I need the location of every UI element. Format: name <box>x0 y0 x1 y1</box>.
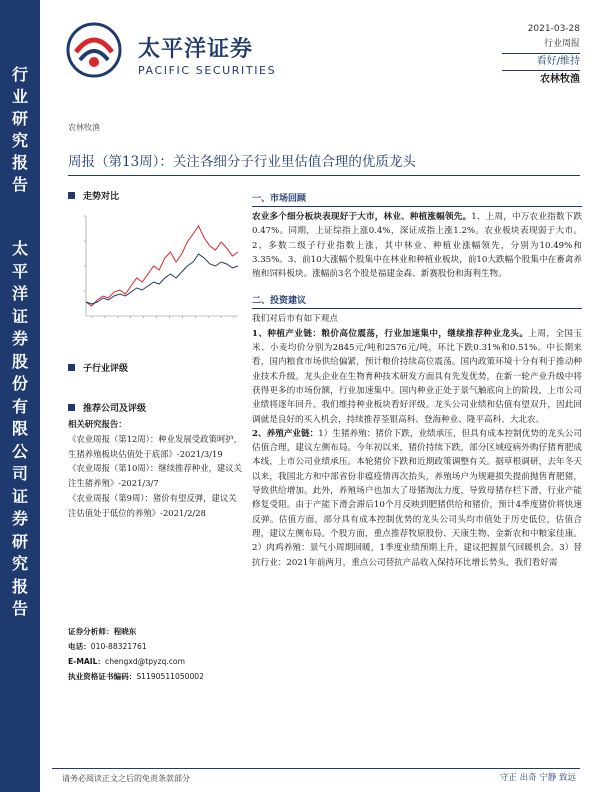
footer-motto: 守正 出奇 宁静 致远 <box>499 773 576 783</box>
investment-point-breeding <box>252 427 582 570</box>
related-report-item: 《农业周报（第10周）：继续推荐种业，建议关注生猪养殖》-2021/3/7 <box>68 463 242 489</box>
license-value: S1190511050002 <box>136 672 204 681</box>
company-logo <box>66 18 277 88</box>
section-divider <box>252 206 582 207</box>
report-type: 行业周报 <box>543 39 580 49</box>
market-review-body: 1、上周，中万农业指数下跌0.47%。同期，上证综指上涨0.4%，深证成指上涨1.2%。农业板块表现弱于大市。2、多数二级子行业指数上涨，其中林业、种植业涨幅领先，分别为10.49%和3.35%。3、前10大涨幅个股集中在林业和种植业板块，前10大跌幅个股集中在畜禽养殖和饲料板块。涨幅前3名个股是福建金森、新赛股份和海利生物。 <box>252 212 582 280</box>
sub-rating-heading: 子行业评级 <box>68 360 128 374</box>
investment-intro: 我们对后市有如下观点 <box>252 314 338 325</box>
market-review-text <box>252 210 582 281</box>
left-column <box>68 188 244 681</box>
phone-value: 010-88321761 <box>90 642 147 651</box>
market-review-lead: 农业多个细分板块表现好于大市，林业、种植涨幅领先。 <box>252 212 472 222</box>
breeding-lead: 2、养殖产业链： <box>252 428 319 439</box>
side-label-company-report: 太平洋证券股份有限公司证券研究报告 <box>11 239 28 618</box>
title-divider <box>68 175 580 176</box>
industry-name: 农林牧渔 <box>540 74 580 85</box>
square-bullet-icon <box>68 364 75 371</box>
logo-mark-icon <box>66 22 122 78</box>
chart-series-line <box>86 254 238 304</box>
trend-heading: 走势对比 <box>68 188 244 202</box>
footer-disclaimer: 请务必阅读正文之后的免责条款部分 <box>62 774 190 783</box>
page-title: 周报（第13周）：关注各细分子行业里估值合理的优质龙头 <box>68 154 416 170</box>
section-market-review-heading: 一、市场回顾 <box>252 194 307 204</box>
section-investment-heading: 二、投资建议 <box>252 296 307 307</box>
planting-lead: 1、种植产业链：粮价高位震荡，行业加速集中，继续推荐种业龙头。 <box>252 328 529 339</box>
email-value[interactable]: chengxd@tpyzq.com <box>105 657 185 666</box>
investment-point-planting <box>252 327 582 427</box>
related-title: 相关研究报告： <box>68 419 127 429</box>
report-date: 2021-03-28 <box>527 24 580 34</box>
square-bullet-icon <box>68 404 75 411</box>
report-meta <box>502 22 580 89</box>
section-divider <box>252 308 582 309</box>
trend-chart <box>68 208 244 338</box>
recommend-heading: 推荐公司及评级 <box>68 400 146 414</box>
logo-name-cn: 太平洋证券 <box>138 37 254 62</box>
planting-body: 上周，全国玉米、小麦均价分别为2845元/吨和2576元/吨，环比下跌0.31%和0.51%。中长期来看，国内粮食市场供给偏紧，预计粮价持续高位震荡。国内政策环境十分有利于推动种业技术升级。龙头企业在生物育种技术研发方面具有先发优势，在新一轮产业升级中将获得更多的市场份额，行业加速集中。国内种业正处于景气触底向上的阶段，上市公司业绩将逐年回升。我们维持种业板块看好评级。龙头公司业绩和估值有望双升，因此回调就是良好的买入机会，持续推荐荃银高科、登海种业、隆平高科、大北农。 <box>252 328 582 425</box>
analyst-name: 程晓东 <box>113 627 137 636</box>
side-label-industry-report: 行业研究报告 <box>11 65 28 194</box>
email-label: E-MAIL： <box>68 657 106 666</box>
square-bullet-icon <box>68 192 75 199</box>
industry-rating: 看好/维持 <box>502 53 580 71</box>
related-reports <box>68 417 244 521</box>
license-label: 执业资格证书编码： <box>68 672 137 681</box>
analyst-contact <box>68 624 244 684</box>
related-report-item: 《农业周报（第9周）：猪价有望反弹，建议关注估值处于低位的养殖》-2021/2/28 <box>68 492 237 518</box>
phone-label: 电话： <box>68 642 91 651</box>
logo-name-en: PACIFIC SECURITIES <box>138 64 277 77</box>
analyst-label: 证券分析师： <box>68 627 114 636</box>
right-column <box>252 193 582 570</box>
breeding-body: 1）生猪养殖：猪价下跌，业绩承压，但具有成本控制优势的龙头公司估值合理，建议左侧布局。今年初以来，猪价持续下跌，部分区域疫病外购仔猪育肥成本线，上市公司业绩承压。本轮猪价下跌和近期政策调整有关。据草根调研，去年冬天以来，我国北方和中部省份非瘟疫情再次抬头，养殖场户为规避损失提前抛售育肥猪，导致供给增加。此外，养殖场户也加大了母猪淘汰力度，导致母猪存栏下滑，行业产能修复受阻。由于产能下滑会滞后10个月反映到肥猪供给和猪价，预计4季度猪价将快速反弹。估值方面，部分具有成本控制优势的龙头公司头均市值处于历史低位，估值合理，建议左侧布局。个股方面，重点推荐牧原股份、天康生物、金新农和中粮家佳康。2）肉鸡养殖：景气小周期回暖，1季度业绩预期上升，建议把握景气回暖机会。3）替抗行业：2021年前两月，重点公司替抗产品收入保持环比增长势头，我们看好需 <box>252 428 582 568</box>
related-report-item: 《农业周报（第12周）：种业发展受政策呵护，生猪养殖板块估值处于底部》-2021/3/19 <box>68 433 242 459</box>
breadcrumb: 农林牧渔 <box>68 123 100 132</box>
footer-divider <box>52 768 580 769</box>
